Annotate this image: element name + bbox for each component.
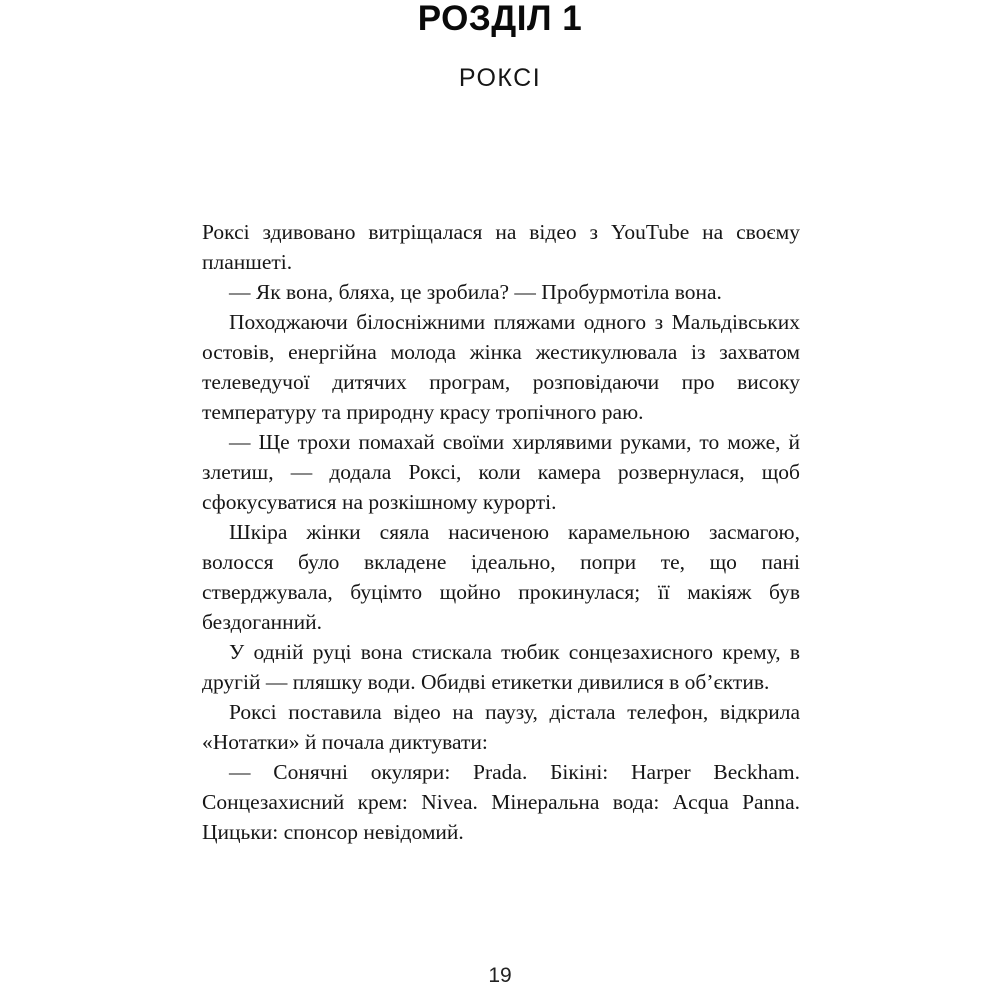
paragraph: Роксі здивовано витріщалася на відео з YouTube на своєму планшеті. — [202, 220, 800, 274]
paragraph: — Як вона, бляха, це зробила? — Пробурмотіла вона. — [229, 280, 722, 304]
paragraph: Шкіра жінки сяяла насиченою карамельною засмагою, волосся було вкладене ідеально, попри те, що пані стверджувала, буцімто щойно прокинулася; її макіяж був бездоганний. — [202, 520, 800, 634]
paragraph: Роксі поставила відео на паузу, дістала телефон, відкрила «Нотатки» й почала диктувати: — [202, 700, 800, 754]
paragraph: — Ще трохи помахай своїми хирлявими руками, то може, й злетиш, — додала Роксі, коли камера розвернулася, щоб сфокусуватися на розкішному курорті. — [202, 430, 800, 514]
paragraph: У одній руці вона стискала тюбик сонцезахисного крему, в другій — пляшку води. Обидві етикетки дивилися в об’єктив. — [202, 640, 800, 694]
paragraph: Походжаючи білосніжними пляжами одного з Мальдівських остовів, енергійна молода жінка жестикулювала із захватом телеведучої дитячих програм, розповідаючи про високу температуру та природну красу тропічного раю. — [202, 310, 800, 424]
chapter-subtitle: РОКСІ — [458, 64, 542, 92]
page-number: 19 — [488, 964, 512, 987]
chapter-title: РОЗДІЛ 1 — [417, 0, 583, 38]
body-paragraphs — [202, 217, 800, 847]
paragraph: — Сонячні окуляри: Prada. Бікіні: Harper Beckham. Сонцезахисний крем: Nivea. Мінеральна вода: Acqua Panna. Цицьки: спонсор невідомий. — [202, 760, 800, 844]
